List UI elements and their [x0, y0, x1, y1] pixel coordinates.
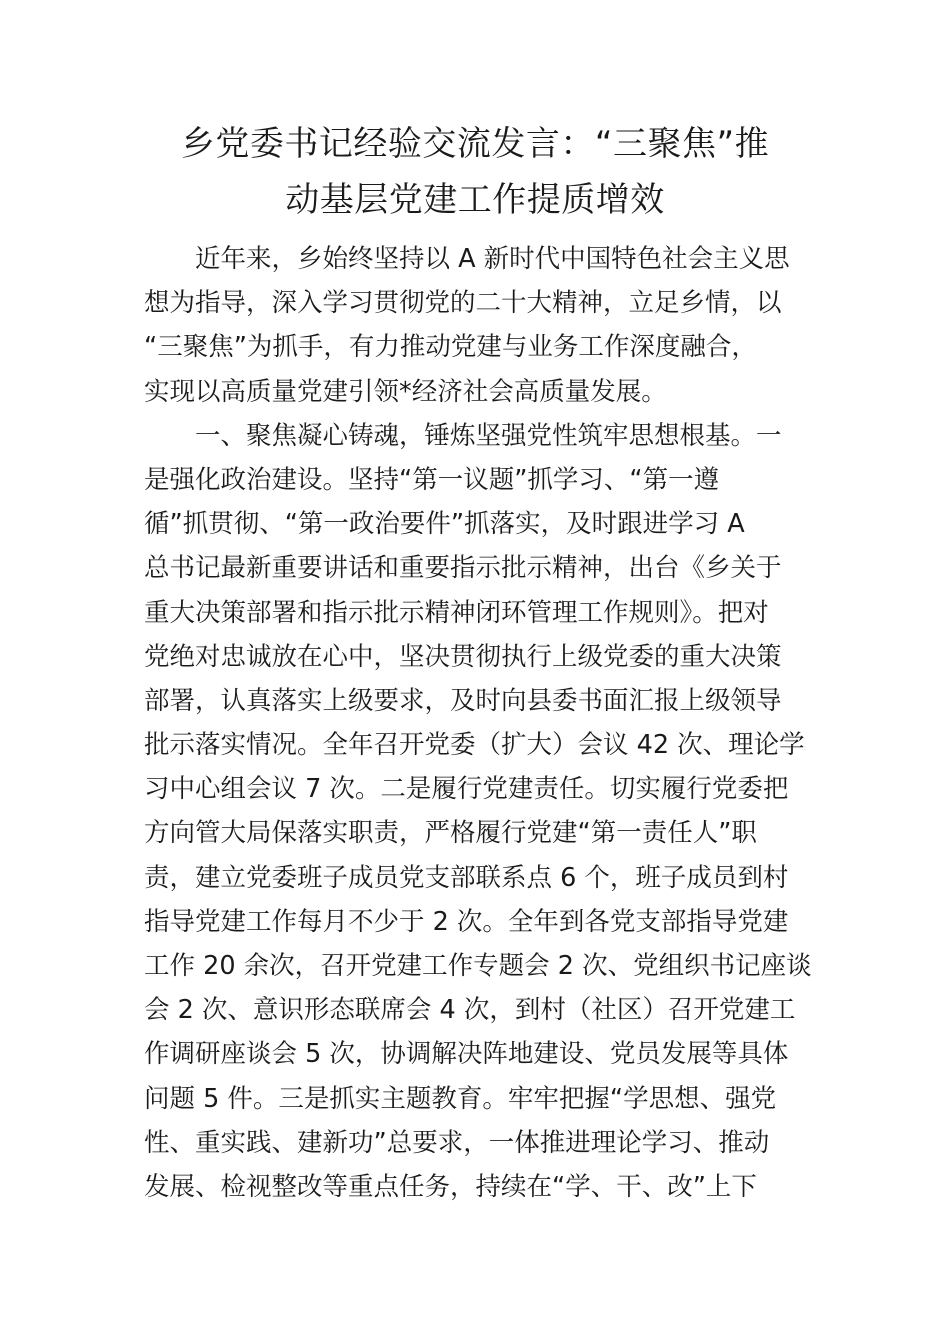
text-line: 是强化政治建设。坚持“第一议题”抓学习、“第一遵	[144, 464, 720, 495]
text-line: 重大决策部署和指示批示精神闭环管理工作规则》。把对	[144, 597, 769, 628]
text-line: 一、聚焦凝心铸魂，锤炼坚强党性筑牢思想根基。一	[195, 420, 782, 451]
text-line: 循”抓贯彻、“第一政治要件”抓落实，及时跟进学习 A	[144, 509, 745, 540]
document-title	[120, 116, 830, 228]
text-line: 发展、检视整改等重点任务，持续在“学、干、改”上下	[144, 1171, 757, 1202]
text-line: 部署，认真落实上级要求，及时向县委书面汇报上级领导	[144, 685, 782, 716]
text-line: 党绝对忠诚放在心中，坚决贯彻执行上级党委的重大决策	[144, 641, 782, 672]
text-line: 会 2 次、意识形态联席会 4 次，到村（社区）召开党建工	[144, 995, 796, 1026]
text-line: 指导党建工作每月不少于 2 次。全年到各党支部指导党建	[144, 906, 789, 937]
text-line: 习中心组会议 7 次。二是履行党建责任。切实履行党委把	[144, 774, 789, 805]
title-line-2: 动基层党建工作提质增效	[285, 180, 665, 220]
text-line: 作调研座谈会 5 次，协调解决阵地建设、党员发展等具体	[144, 1039, 789, 1070]
paragraph-intro	[144, 237, 804, 414]
text-line: 性、重实践、建新功”总要求，一体推进理论学习、推动	[144, 1127, 770, 1158]
text-line: 批示落实情况。全年召开党委（扩大）会议 42 次、理论学	[144, 730, 805, 761]
document-body	[144, 237, 812, 1209]
paragraph-section-one	[144, 414, 812, 1209]
text-line: 总书记最新重要讲话和重要指示批示精神，出台《乡关于	[144, 553, 782, 584]
text-line: 想为指导，深入学习贯彻党的二十大精神，立足乡情，以	[144, 288, 782, 319]
text-line: 问题 5 件。三是抓实主题教育。牢牢把握“学思想、强党	[144, 1083, 777, 1114]
text-line: 方向管大局保落实职责，严格履行党建“第一责任人”职	[144, 818, 757, 849]
text-line: 工作 20 余次，召开党建工作专题会 2 次、党组织书记座谈	[144, 951, 812, 981]
text-line: 近年来，乡始终坚持以 A 新时代中国特色社会主义思	[195, 244, 790, 274]
text-line: “三聚焦”为抓手，有力推动党建与业务工作深度融合，	[144, 332, 757, 363]
text-line: 责，建立党委班子成员党支部联系点 6 个，班子成员到村	[144, 862, 789, 893]
title-line-1: 乡党委书记经验交流发言：“三聚焦”推	[180, 124, 770, 164]
text-line: 实现以高质量党建引领*经济社会高质量发展。	[144, 376, 667, 407]
